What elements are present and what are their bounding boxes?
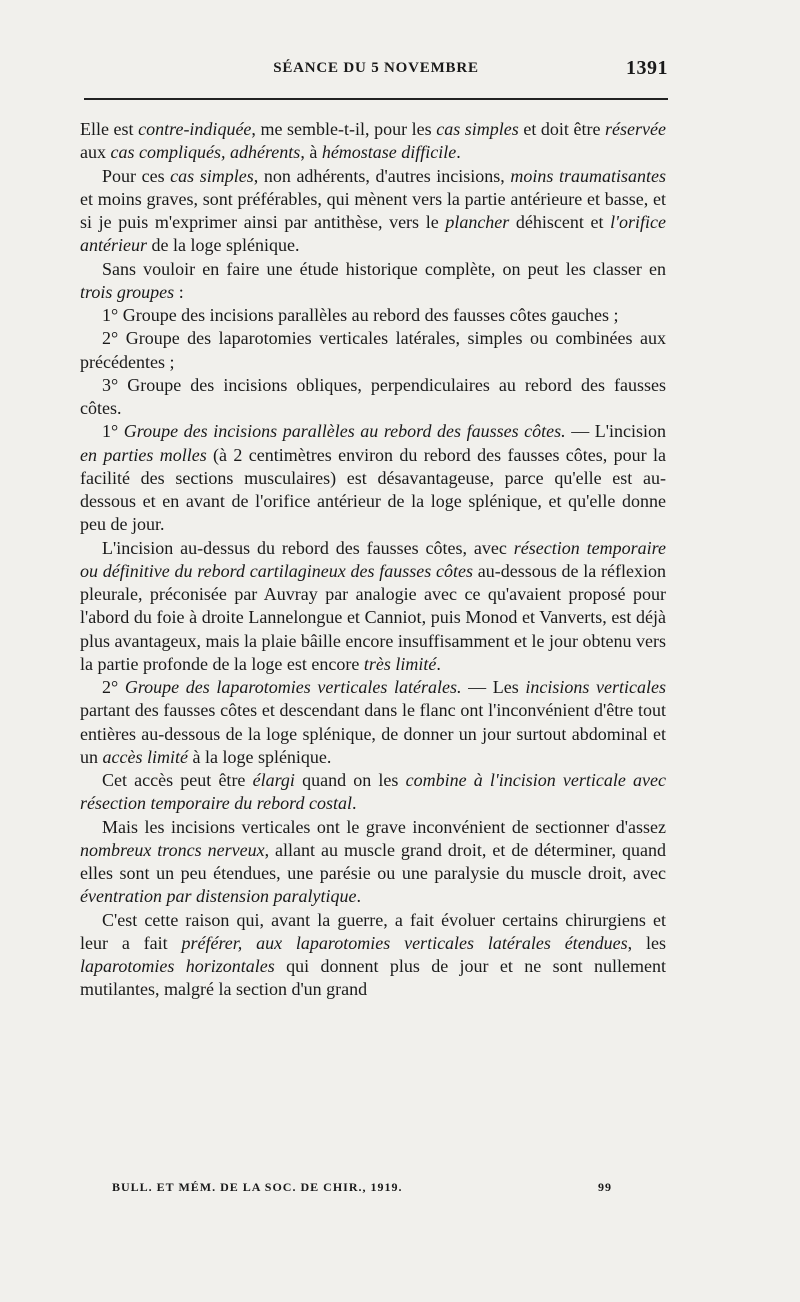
italic-run: Groupe des incisions parallèles au rebord des fausses côtes. bbox=[123, 421, 566, 442]
paragraph bbox=[80, 676, 666, 769]
text-run: . bbox=[436, 653, 441, 674]
text-run: , me semble-t-il, pour les bbox=[251, 119, 437, 139]
italic-run: plancher bbox=[445, 212, 510, 232]
italic-run: contre-indiquée bbox=[138, 119, 252, 139]
text-run: C'est cette raison qui, avant la guerre, a fait évoluer certains chirurgiens et leur a fait bbox=[80, 909, 666, 953]
italic-run: trois groupes bbox=[80, 281, 175, 302]
text-run: : bbox=[174, 281, 184, 302]
italic-run: l'orifice antérieur bbox=[80, 212, 666, 256]
italic-run: cas compliqués, adhérents bbox=[110, 142, 301, 163]
text-run: déhiscent et bbox=[509, 212, 611, 232]
text-run: 3° Groupe des incisions obliques, perpendiculaires au rebord des fausses côtes. bbox=[80, 374, 666, 418]
italic-run: accès limité bbox=[102, 746, 188, 767]
italic-run: nombreux troncs nerveux bbox=[80, 839, 265, 860]
italic-run: élargi bbox=[252, 770, 295, 790]
text-run: 1° Groupe des incisions parallèles au rebord des fausses côtes gauches ; bbox=[102, 305, 619, 325]
italic-run: laparotomies horizontales bbox=[80, 956, 275, 976]
text-run: partant des fausses côtes et descendant dans le flanc ont l'inconvénient d'être tout entières au-dessous de la loge splénique, de donner un jour surtout abdominal et un bbox=[80, 700, 666, 767]
text-run: à la loge splénique. bbox=[187, 746, 332, 767]
text-run: qui donnent plus de jour et ne sont nullement mutilantes, malgré la section d'un grand bbox=[80, 956, 667, 1000]
paragraph bbox=[80, 165, 666, 258]
page-number: 1391 bbox=[626, 57, 668, 79]
text-run: Sans vouloir en faire une étude historique complète, on peut les classer en bbox=[102, 258, 666, 279]
text-run: . bbox=[351, 793, 357, 814]
italic-run: très limité bbox=[363, 653, 437, 674]
paragraph bbox=[80, 374, 666, 421]
header-rule bbox=[84, 98, 668, 100]
footer bbox=[112, 1180, 612, 1200]
paragraph bbox=[80, 769, 666, 816]
italic-run: en parties molles bbox=[80, 444, 207, 465]
italic-run: éventration par distension paralytique bbox=[80, 886, 357, 907]
text-run: , non adhérents, d'autres incisions, bbox=[253, 165, 511, 186]
paragraph bbox=[80, 258, 666, 305]
italic-run: réservée bbox=[605, 119, 666, 139]
text-run: Elle est bbox=[80, 119, 139, 139]
text-run: Mais les incisions verticales ont le grave inconvénient de sectionner d'assez bbox=[102, 816, 666, 837]
text-run: quand on les bbox=[294, 770, 406, 790]
text-run: — L'incision bbox=[565, 421, 666, 442]
footer-signature-number: 99 bbox=[598, 1180, 612, 1194]
text-run: . bbox=[456, 142, 461, 163]
text-run: , à bbox=[300, 142, 322, 163]
paragraph bbox=[80, 909, 666, 1002]
paragraph bbox=[80, 118, 666, 165]
running-header bbox=[84, 57, 668, 86]
italic-run: hémostase difficile bbox=[321, 142, 457, 163]
text-run: aux bbox=[80, 142, 111, 163]
italic-run: incisions verticales bbox=[525, 677, 666, 697]
text-run: L'incision au-dessus du rebord des fausses côtes, avec bbox=[102, 537, 514, 558]
paragraph bbox=[80, 304, 666, 327]
footer-journal: BULL. ET MÉM. DE LA SOC. DE CHIR., 1919. bbox=[112, 1180, 403, 1194]
text-run: . bbox=[356, 886, 361, 907]
italic-run: moins traumatisantes bbox=[510, 165, 667, 186]
paragraph bbox=[80, 816, 666, 909]
text-run: 1° bbox=[102, 421, 124, 442]
text-run: Cet accès peut être bbox=[102, 770, 253, 790]
text-run: — Les bbox=[461, 677, 526, 697]
italic-run: cas simples bbox=[436, 119, 519, 139]
body-text bbox=[80, 118, 666, 1002]
italic-run: Groupe des laparotomies verticales latérales. bbox=[124, 677, 462, 697]
paragraph bbox=[80, 537, 666, 677]
paragraph bbox=[80, 327, 666, 374]
text-run: de la loge splénique. bbox=[147, 235, 300, 256]
text-run: (à 2 centimètres environ du rebord des fausses côtes, pour la facilité des sections musculaires) est désavantageuse, parce qu'elle est au-dessous et en avant de l'orifice antérieur de la loge splénique, et qu'elle donne peu de jour. bbox=[80, 444, 666, 535]
italic-run: préférer, aux laparotomies verticales latérales étendues bbox=[181, 932, 628, 953]
italic-run: résection temporaire ou définitive du rebord cartilagineux des fausses côtes bbox=[80, 537, 666, 581]
text-run: 2° Groupe des laparotomies verticales latérales, simples ou combinées aux précédentes ; bbox=[80, 328, 666, 372]
text-run: au-dessous de la réflexion pleurale, préconisée par Auvray par analogie avec ce qu'avaient proposé pour l'abord du foie à droite Lannelongue et Canniot, puis Monod et Vanverts, est déjà plus avantageux, mais la plaie bâille encore insuffisamment et le jour obtenu vers la partie profonde de la loge est encore bbox=[80, 560, 666, 674]
text-run: et moins graves, sont préférables, qui mènent vers la partie antérieure et basse, et si je puis m'exprimer ainsi par antithèse, vers le bbox=[80, 188, 666, 232]
text-run: , les bbox=[627, 932, 666, 953]
text-run: et doit être bbox=[518, 119, 606, 139]
italic-run: cas simples bbox=[170, 165, 254, 186]
italic-run: combine à l'incision verticale avec résection temporaire du rebord costal bbox=[80, 770, 667, 814]
text-run: , allant au muscle grand droit, et de déterminer, quand elles sont un peu étendues, une parésie ou une paralysie du muscle droit, avec bbox=[80, 839, 666, 883]
text-run: Pour ces bbox=[102, 165, 171, 186]
header-title: SÉANCE DU 5 NOVEMBRE bbox=[273, 60, 479, 76]
paragraph bbox=[80, 420, 666, 536]
text-run: 2° bbox=[102, 677, 125, 697]
